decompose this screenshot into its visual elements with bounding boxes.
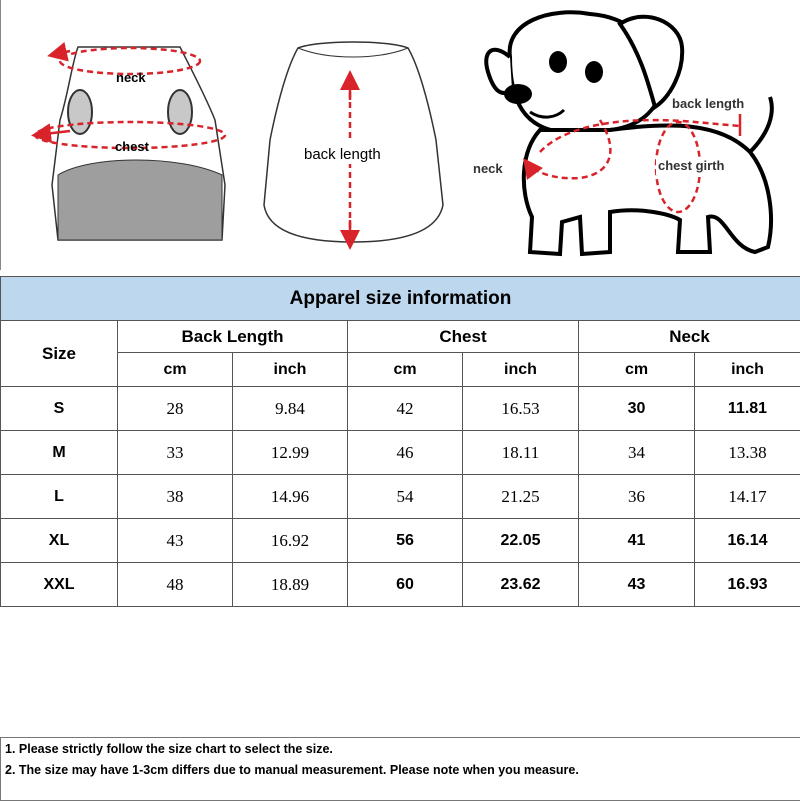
notes-box xyxy=(0,737,800,801)
table-cell: 11.81 xyxy=(695,387,800,431)
table-cell: 60 xyxy=(348,563,463,607)
dog-back-length-label: back length xyxy=(672,96,744,111)
table-cell: 18.11 xyxy=(463,431,579,475)
unit-header: inch xyxy=(695,353,800,387)
unit-header: cm xyxy=(579,353,695,387)
table-cell: 36 xyxy=(579,475,695,519)
table-cell: 16.92 xyxy=(233,519,348,563)
table-row xyxy=(1,387,800,431)
table-row xyxy=(1,519,800,563)
table-cell: 22.05 xyxy=(463,519,579,563)
back-length-label: back length xyxy=(304,146,381,163)
neck-header: Neck xyxy=(579,321,800,353)
table-cell: 33 xyxy=(118,431,233,475)
table-cell: 9.84 xyxy=(233,387,348,431)
unit-header: cm xyxy=(118,353,233,387)
table-cell: 16.14 xyxy=(695,519,800,563)
table-cell: 46 xyxy=(348,431,463,475)
table-title: Apparel size information xyxy=(1,277,800,321)
table-cell: 23.62 xyxy=(463,563,579,607)
dog-diagram xyxy=(470,2,790,267)
table-cell: 43 xyxy=(118,519,233,563)
table-cell: 43 xyxy=(579,563,695,607)
table-cell: 14.17 xyxy=(695,475,800,519)
unit-header: inch xyxy=(233,353,348,387)
back-length-header: Back Length xyxy=(118,321,348,353)
size-cell: L xyxy=(1,475,118,519)
left-border xyxy=(0,0,1,270)
table-cell: 34 xyxy=(579,431,695,475)
table-cell: 28 xyxy=(118,387,233,431)
dog-neck-label: neck xyxy=(473,161,503,176)
size-cell: M xyxy=(1,431,118,475)
table-cell: 56 xyxy=(348,519,463,563)
unit-header: cm xyxy=(348,353,463,387)
table-cell: 13.38 xyxy=(695,431,800,475)
table-cell: 16.93 xyxy=(695,563,800,607)
size-column-header: Size xyxy=(1,321,118,387)
size-cell: S xyxy=(1,387,118,431)
table-cell: 38 xyxy=(118,475,233,519)
unit-header: inch xyxy=(463,353,579,387)
size-cell: XXL xyxy=(1,563,118,607)
table-cell: 42 xyxy=(348,387,463,431)
front-vest-diagram xyxy=(30,35,240,260)
size-table xyxy=(0,276,800,607)
dog-chest-girth-label: chest girth xyxy=(658,158,725,173)
table-cell: 54 xyxy=(348,475,463,519)
table-cell: 30 xyxy=(579,387,695,431)
table-cell: 41 xyxy=(579,519,695,563)
note-2: 2. The size may have 1-3cm differs due to manual measurement. Please note when you measure. xyxy=(5,763,579,777)
table-cell: 48 xyxy=(118,563,233,607)
chest-header: Chest xyxy=(348,321,579,353)
table-cell: 16.53 xyxy=(463,387,579,431)
table-row xyxy=(1,475,800,519)
measurement-illustrations xyxy=(0,0,800,270)
table-cell: 12.99 xyxy=(233,431,348,475)
size-cell: XL xyxy=(1,519,118,563)
back-vest-diagram xyxy=(258,30,448,255)
table-cell: 18.89 xyxy=(233,563,348,607)
front-neck-label: neck xyxy=(116,70,146,85)
table-cell: 14.96 xyxy=(233,475,348,519)
note-1: 1. Please strictly follow the size chart to select the size. xyxy=(5,742,333,756)
front-chest-label: chest xyxy=(115,139,150,154)
table-cell: 21.25 xyxy=(463,475,579,519)
table-row xyxy=(1,563,800,607)
table-row xyxy=(1,431,800,475)
